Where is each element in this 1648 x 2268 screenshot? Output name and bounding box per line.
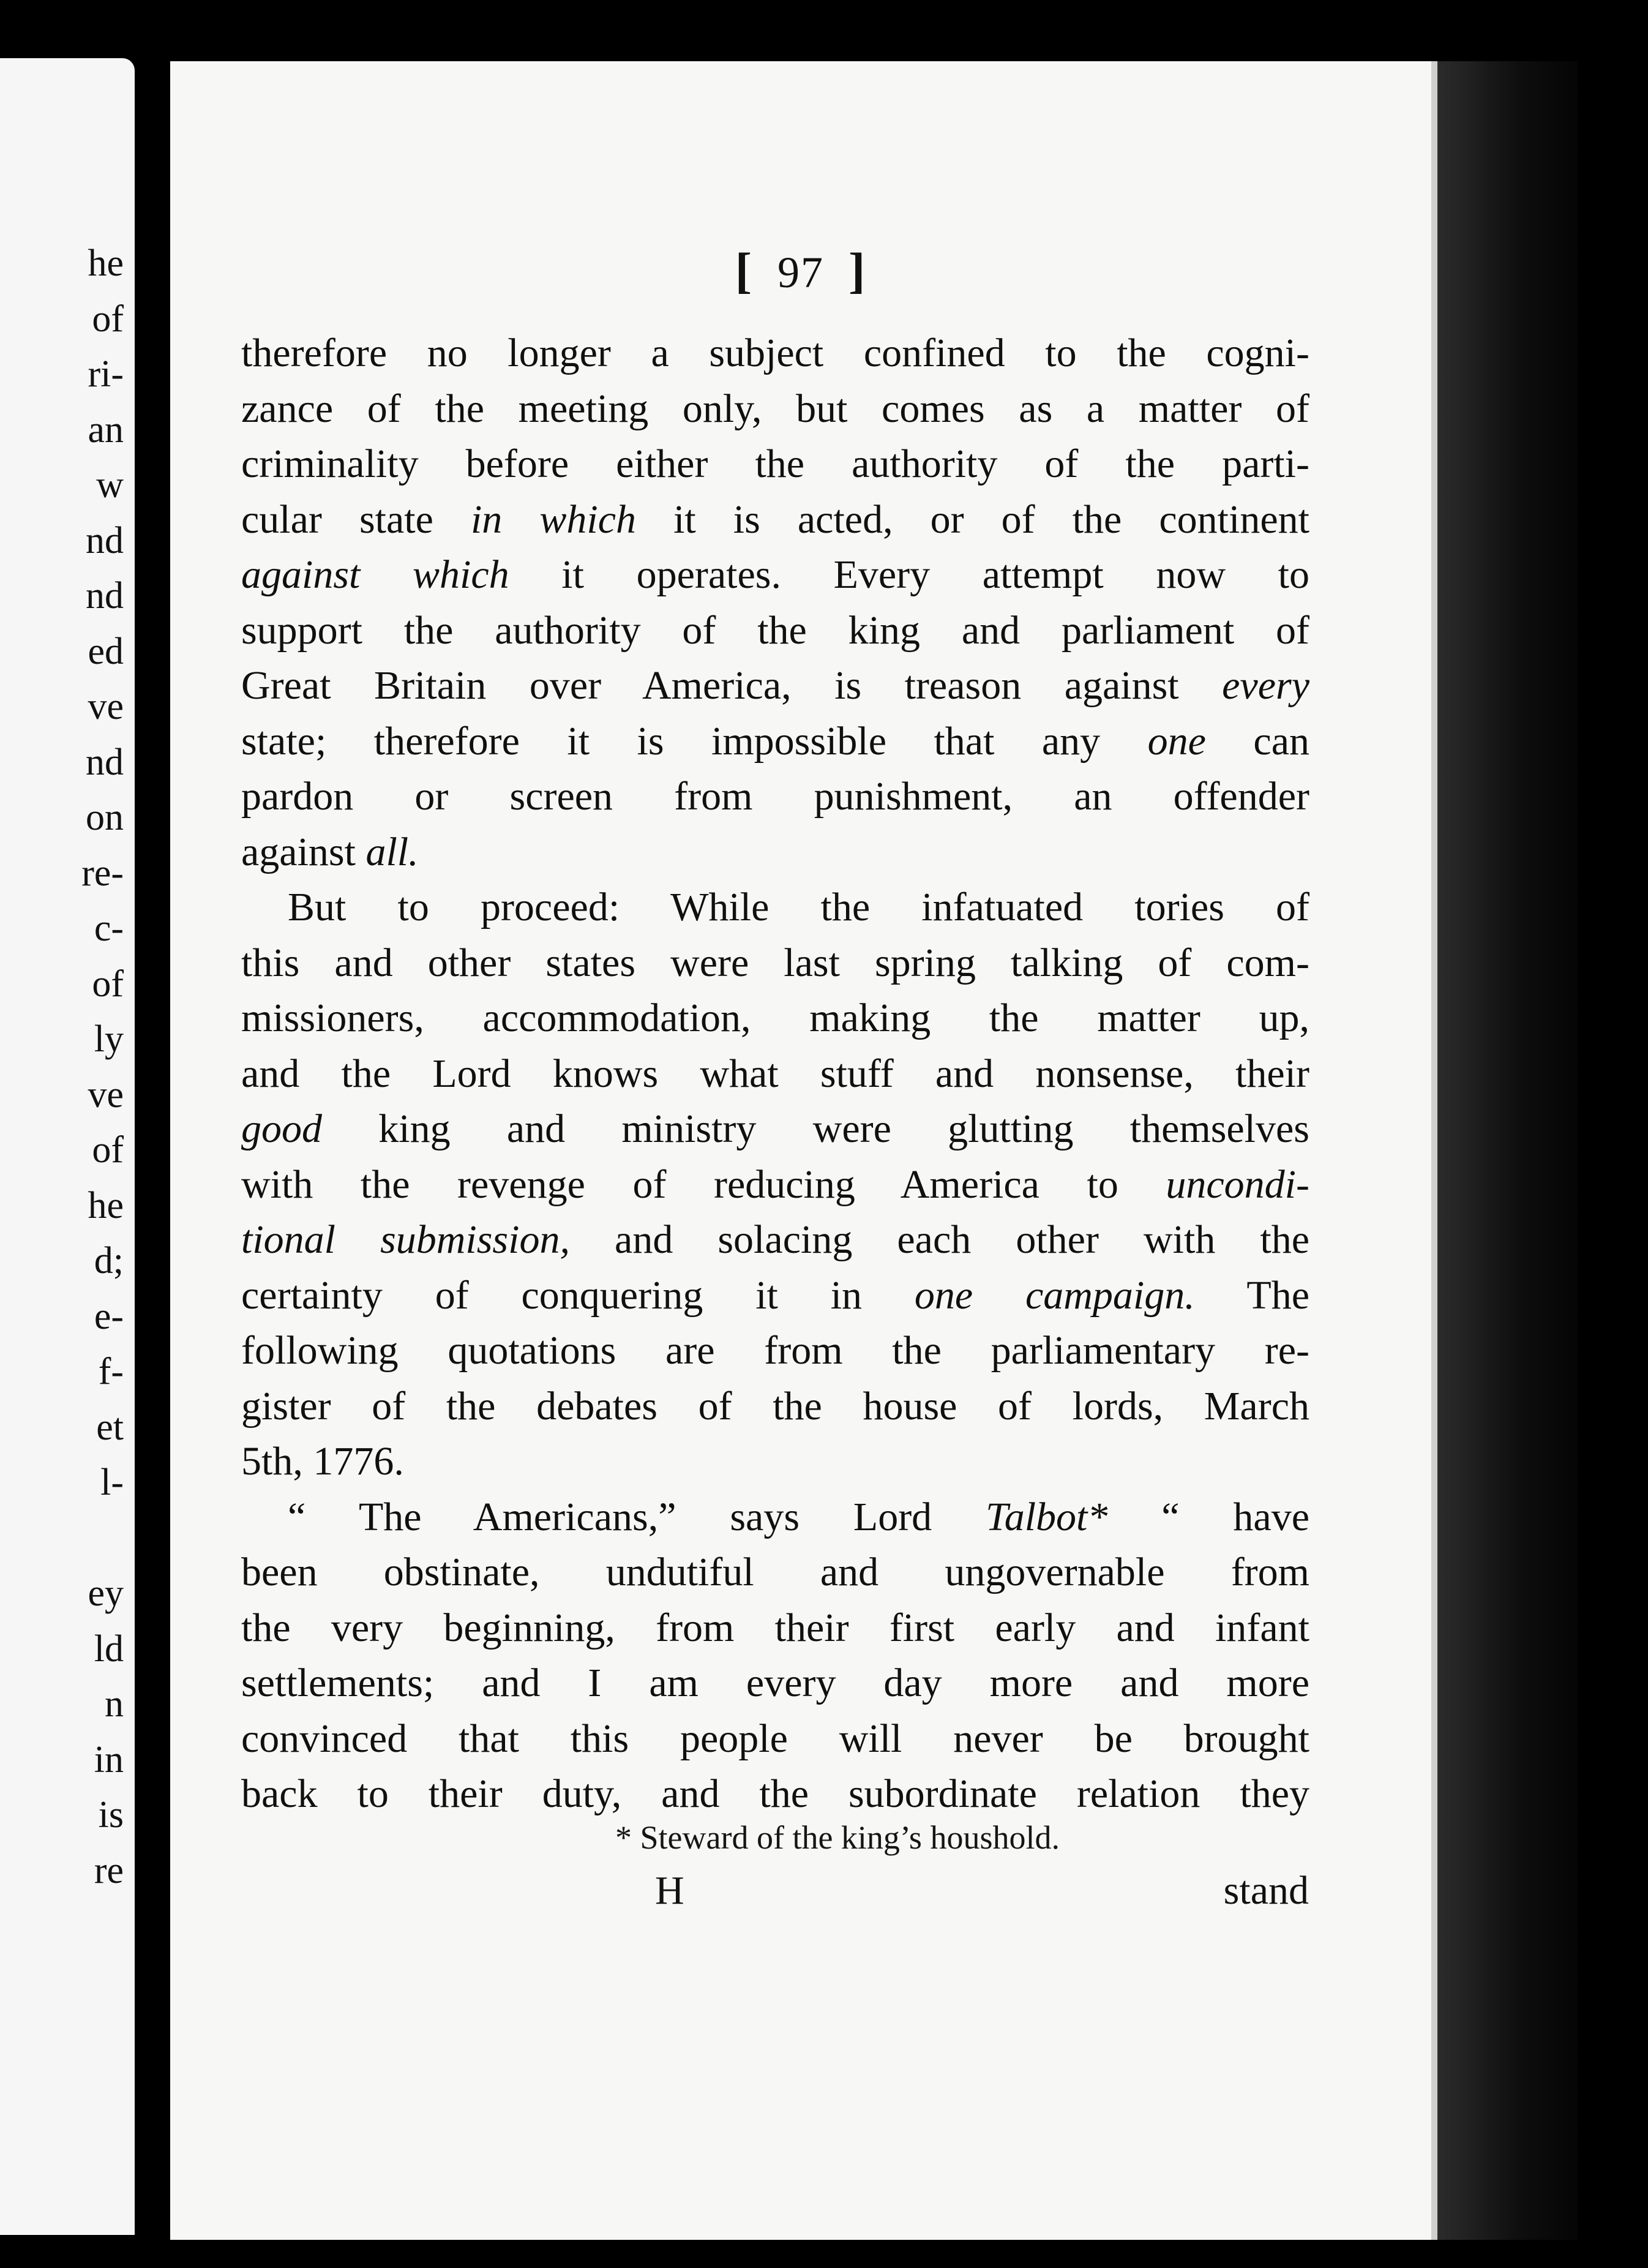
signature-mark: H <box>655 1868 684 1913</box>
text-line: been obstinate, undutiful and ungovernable from <box>241 1550 1309 1594</box>
line-text: The <box>1194 1272 1309 1318</box>
line-text: and solacing each other with the <box>569 1217 1310 1262</box>
left-fragment: w <box>96 464 124 506</box>
left-fragment: nd <box>86 575 124 617</box>
footnote: * Steward of the king’s houshold. <box>615 1819 1060 1856</box>
left-fragment: is <box>98 1794 124 1836</box>
text-line <box>241 492 1309 548</box>
left-fragment: ve <box>88 1073 124 1116</box>
left-fragment: c- <box>94 907 124 949</box>
line-text: state; therefore it is impossible that any <box>241 718 1148 764</box>
text-line <box>241 547 1309 603</box>
text-line <box>241 1157 1309 1213</box>
left-fragment: f- <box>98 1351 124 1392</box>
left-fragment: in <box>94 1738 124 1781</box>
line-text: it is acted, or of the continent <box>636 497 1309 542</box>
left-fragment: ve <box>88 686 124 727</box>
italic-text: in which <box>470 497 637 542</box>
text-line: settlements; and I am every day more and more <box>241 1661 1309 1705</box>
text-line <box>241 1212 1309 1268</box>
left-fragment: of <box>92 1129 124 1171</box>
text-line: convinced that this people will never be brought <box>241 1716 1309 1761</box>
line-text: “ have <box>1107 1494 1309 1539</box>
left-fragment: on <box>86 797 124 838</box>
italic-text: uncondi- <box>1166 1162 1309 1207</box>
line-text: with the revenge of reducing America to <box>241 1162 1166 1207</box>
open-bracket: [ <box>735 242 753 298</box>
line-text: against <box>241 829 366 874</box>
text-line: missioners, accommodation, making the matter up, <box>241 996 1309 1040</box>
page-number: 97 <box>777 248 824 297</box>
left-fragment: of <box>92 298 124 340</box>
left-fragment: ly <box>94 1018 124 1060</box>
page-header <box>170 242 1431 299</box>
italic-text: good <box>241 1106 322 1151</box>
left-fragment: an <box>88 408 124 451</box>
italic-text: all. <box>365 829 419 874</box>
left-fragment <box>81 1511 124 1566</box>
text-line: following quotations are from the parliamentary re- <box>241 1328 1309 1373</box>
left-fragment: of <box>92 963 124 1005</box>
left-fragment: n <box>105 1683 124 1725</box>
line-text: can <box>1205 718 1310 764</box>
left-fragment: nd <box>86 519 124 561</box>
text-line: this and other states were last spring talking of com- <box>241 940 1309 985</box>
text-line: therefore no longer a subject confined to the cogni- <box>241 331 1309 375</box>
italic-text: Talbot* <box>986 1494 1108 1539</box>
line-text: king and ministry were glutting themselves <box>322 1106 1309 1151</box>
text-line <box>241 1268 1309 1324</box>
line-text: “ The Americans,” says Lord <box>288 1494 986 1539</box>
left-page-fragment <box>0 58 135 2235</box>
text-line: 5th, 1776. <box>241 1439 404 1484</box>
line-text: Great Britain over America, is treason against <box>241 663 1223 708</box>
close-bracket: ] <box>848 242 867 298</box>
catchword: stand <box>1223 1868 1309 1913</box>
text-line: support the authority of the king and parliament of <box>241 607 1309 653</box>
text-line: criminality before either the authority of the parti- <box>241 441 1309 486</box>
text-line: pardon or screen from punishment, an offender <box>241 774 1309 819</box>
left-page-text <box>81 236 124 1898</box>
page-body <box>241 326 1309 1822</box>
left-fragment: et <box>96 1406 124 1448</box>
left-fragment: l- <box>100 1462 124 1503</box>
text-line <box>241 658 1309 714</box>
italic-text: one <box>1147 718 1206 764</box>
text-line: zance of the meeting only, but comes as a matter of <box>241 386 1309 431</box>
book-page <box>170 61 1431 2240</box>
text-line <box>241 825 1309 881</box>
line-text: certainty of conquering it in <box>241 1272 915 1318</box>
text-line: the very beginning, from their first early and infant <box>241 1605 1309 1650</box>
italic-text: one campaign. <box>914 1272 1195 1318</box>
left-fragment: ri- <box>88 353 124 395</box>
italic-text: every <box>1222 663 1309 708</box>
left-fragment: re <box>94 1849 124 1891</box>
text-line <box>241 1102 1309 1157</box>
text-line <box>241 1490 1309 1545</box>
italic-text: tional submission, <box>241 1217 570 1262</box>
left-fragment: re- <box>81 852 124 894</box>
text-line: But to proceed: While the infatuated tories of <box>288 885 1309 929</box>
left-fragment: e- <box>94 1295 124 1337</box>
left-fragment: he <box>88 1184 124 1226</box>
line-text: it operates. Every attempt now to <box>509 552 1309 597</box>
left-fragment: nd <box>86 741 124 783</box>
italic-text: against which <box>241 552 509 597</box>
text-line: back to their duty, and the subordinate relation they <box>241 1771 1309 1816</box>
left-fragment: ld <box>94 1628 124 1670</box>
line-text: cular state <box>241 497 471 542</box>
left-fragment: he <box>88 242 124 284</box>
left-fragment: ey <box>88 1572 124 1614</box>
page-edge <box>1431 61 1578 2240</box>
left-fragment: d; <box>94 1240 124 1282</box>
text-line: and the Lord knows what stuff and nonsense, their <box>241 1051 1309 1096</box>
text-line: gister of the debates of the house of lords, March <box>241 1383 1309 1429</box>
left-fragment: ed <box>88 630 124 672</box>
text-line <box>241 714 1309 770</box>
